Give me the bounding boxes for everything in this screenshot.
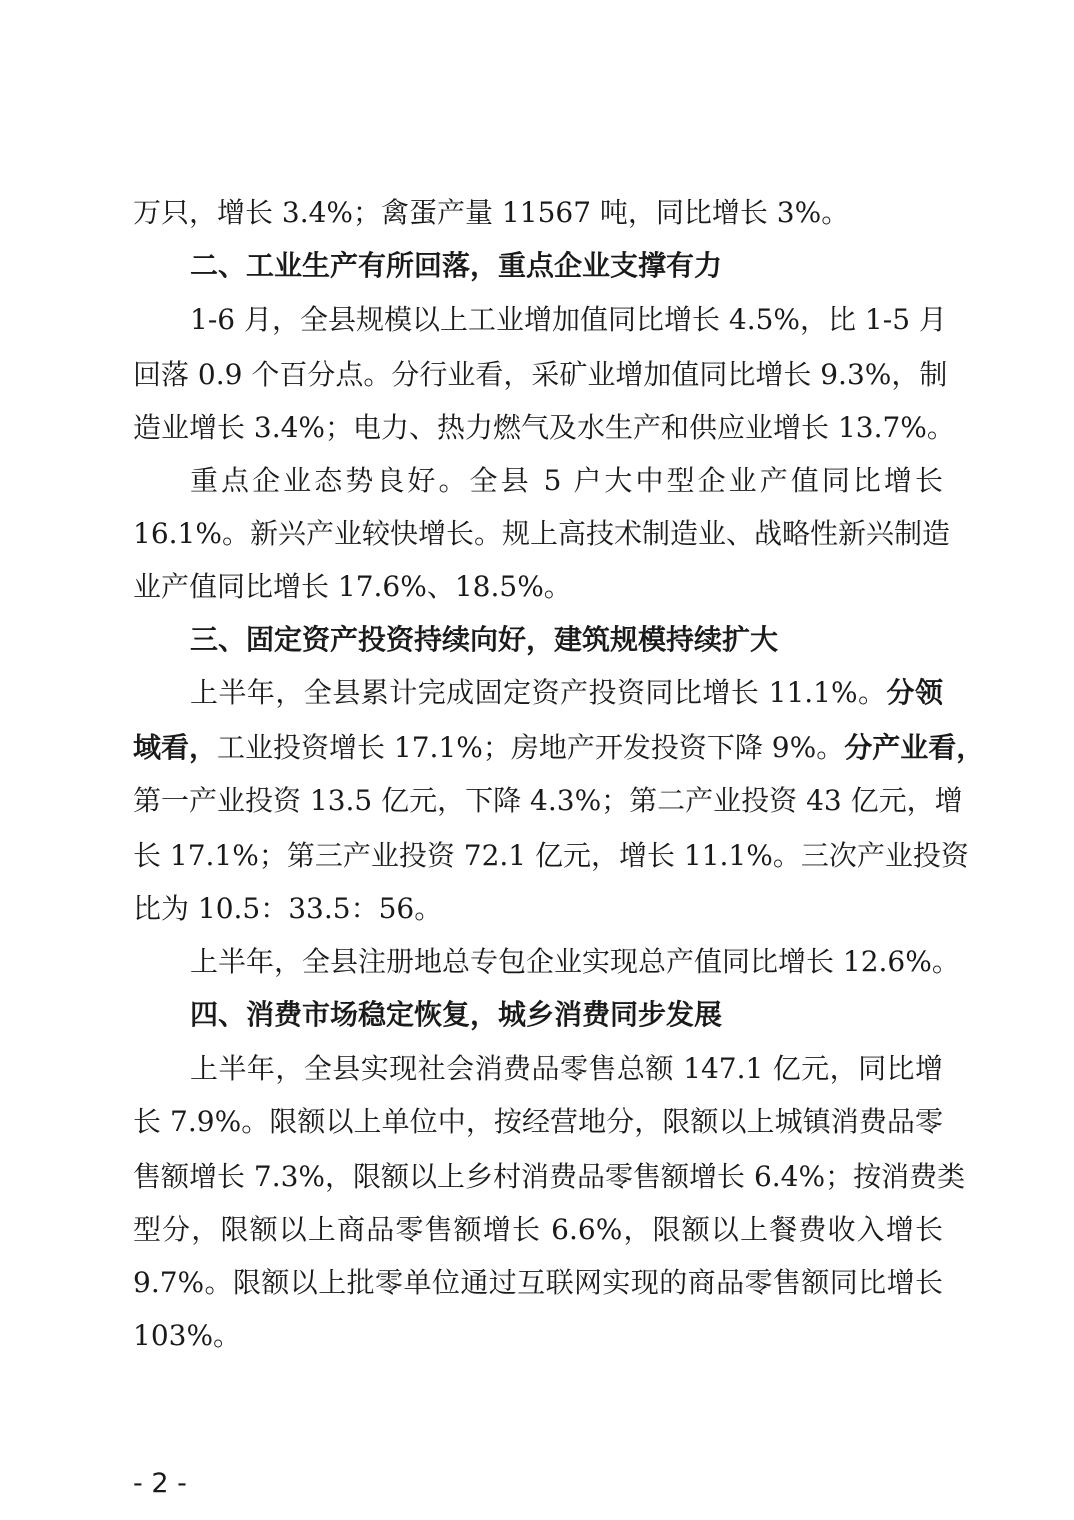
paragraph-line: 上半年，全县注册地总专包企业实现总产值同比增长 12.6%。 (190, 945, 960, 978)
bold-phrase: 分领 (886, 676, 943, 709)
section-heading-investment: 三、固定资产投资持续向好，建筑规模持续扩大 (190, 623, 779, 656)
bold-phrase: 分产业看， (844, 731, 985, 764)
page-number: - 2 - (133, 1468, 187, 1499)
paragraph-line: 售额增长 7.3%，限额以上乡村消费品零售额增长 6.4%；按消费类 (133, 1160, 966, 1193)
paragraph-line: 比为 10.5：33.5：56。 (133, 892, 443, 925)
paragraph-line: 造业增长 3.4%；电力、热力燃气及水生产和供应业增长 13.7%。 (133, 411, 955, 444)
paragraph-line (190, 673, 943, 713)
paragraph-line (133, 728, 985, 768)
paragraph-line: 长 17.1%；第三产业投资 72.1 亿元，增长 11.1%。三次产业投资 (133, 839, 969, 872)
paragraph-line: 万只，增长 3.4%；禽蛋产量 11567 吨，同比增长 3%。 (133, 196, 850, 229)
paragraph-line: 长 7.9%。限额以上单位中，按经营地分，限额以上城镇消费品零 (133, 1105, 943, 1138)
paragraph-line: 第一产业投资 13.5 亿元，下降 4.3%；第二产业投资 43 亿元，增 (133, 784, 963, 817)
paragraph-line: 回落 0.9 个百分点。分行业看，采矿业增加值同比增长 9.3%，制 (133, 358, 948, 391)
bold-phrase: 域看， (133, 731, 218, 764)
paragraph-line: 上半年，全县实现社会消费品零售总额 147.1 亿元，同比增 (190, 1052, 943, 1085)
paragraph-text: 上半年，全县累计完成固定资产投资同比增长 11.1%。 (190, 676, 887, 709)
paragraph-line: 16.1%。新兴产业较快增长。规上高技术制造业、战略性新兴制造 (133, 517, 950, 550)
paragraph-line: 业产值同比增长 17.6%、18.5%。 (133, 570, 572, 603)
paragraph-line: 1-6 月，全县规模以上工业增加值同比增长 4.5%，比 1-5 月 (190, 303, 947, 336)
section-heading-consumption: 四、消费市场稳定恢复，城乡消费同步发展 (190, 998, 723, 1031)
paragraph-line: 型分，限额以上商品零售额增长 6.6%，限额以上餐费收入增长 (133, 1213, 943, 1246)
section-heading-industry: 二、工业生产有所回落，重点企业支撑有力 (190, 249, 723, 282)
paragraph-line: 9.7%。限额以上批零单位通过互联网实现的商品零售额同比增长 (133, 1266, 943, 1299)
paragraph-line: 重点企业态势良好。全县 5 户大中型企业产值同比增长 (190, 464, 943, 497)
paragraph-line: 103%。 (133, 1319, 242, 1352)
paragraph-text: 工业投资增长 17.1%；房地产开发投资下降 9%。 (217, 731, 845, 764)
